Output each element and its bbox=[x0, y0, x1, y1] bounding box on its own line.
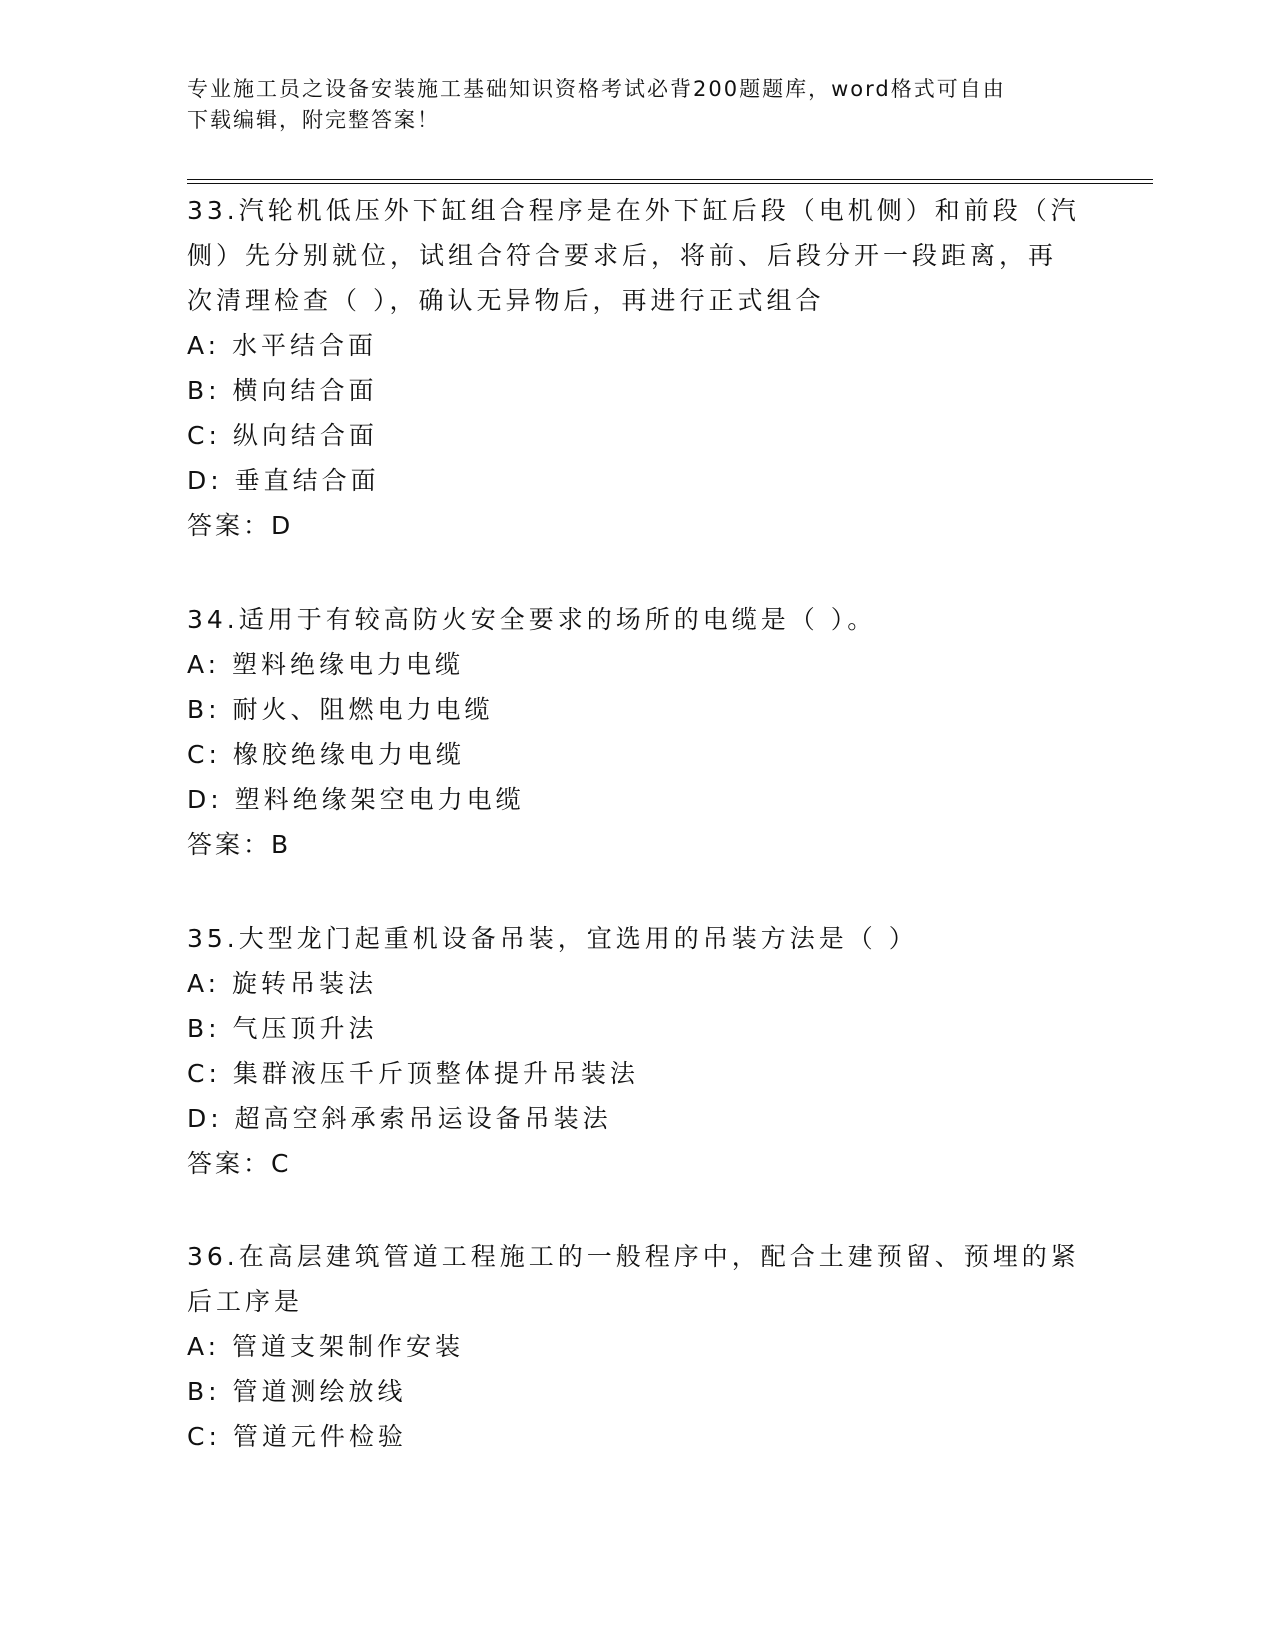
option-d: D: 垂直结合面 bbox=[187, 466, 380, 495]
option-c: C: 集群液压千斤顶整体提升吊装法 bbox=[187, 1059, 639, 1088]
option-b: B: 耐火、阻燃电力电缆 bbox=[187, 695, 494, 724]
option-b: B: 横向结合面 bbox=[187, 376, 378, 405]
question-35 bbox=[187, 916, 1087, 1186]
document-header: 专业施工员之设备安装施工基础知识资格考试必背200题题库，word格式可自由 下载编辑，附完整答案！ bbox=[187, 77, 1006, 132]
option-c: C: 管道元件检验 bbox=[187, 1422, 407, 1451]
option-c: C: 纵向结合面 bbox=[187, 421, 378, 450]
option-a: A: 管道支架制作安装 bbox=[187, 1332, 465, 1361]
header-divider-bottom bbox=[187, 183, 1153, 184]
option-a: A: 水平结合面 bbox=[187, 331, 378, 360]
option-d: D: 超高空斜承索吊运设备吊装法 bbox=[187, 1104, 612, 1133]
header-divider-top bbox=[187, 179, 1153, 180]
option-b: B: 管道测绘放线 bbox=[187, 1377, 407, 1406]
answer-line: 答案：B bbox=[187, 830, 292, 859]
option-d: D: 塑料绝缘架空电力电缆 bbox=[187, 785, 525, 814]
question-stem: 35.大型龙门起重机设备吊装，宜选用的吊装方法是（ ） bbox=[187, 924, 918, 953]
option-a: A: 旋转吊装法 bbox=[187, 969, 378, 998]
question-stem: 33.汽轮机低压外下缸组合程序是在外下缸后段（电机侧）和前段（汽 侧）先分别就位，试组合符合要求后，将前、后段分开一段距离，再 次清理检查（ ），确认无异物后，再进行正式组合 bbox=[187, 196, 1080, 315]
answer-line: 答案：C bbox=[187, 1149, 292, 1178]
question-33 bbox=[187, 188, 1087, 548]
option-a: A: 塑料绝缘电力电缆 bbox=[187, 650, 465, 679]
answer-line: 答案：D bbox=[187, 511, 294, 540]
option-b: B: 气压顶升法 bbox=[187, 1014, 378, 1043]
option-c: C: 橡胶绝缘电力电缆 bbox=[187, 740, 465, 769]
question-36 bbox=[187, 1234, 1087, 1459]
question-stem: 36.在高层建筑管道工程施工的一般程序中，配合土建预留、预埋的紧 后工序是 bbox=[187, 1242, 1080, 1316]
question-34 bbox=[187, 597, 1087, 867]
question-stem: 34.适用于有较高防火安全要求的场所的电缆是（ ）。 bbox=[187, 605, 877, 634]
